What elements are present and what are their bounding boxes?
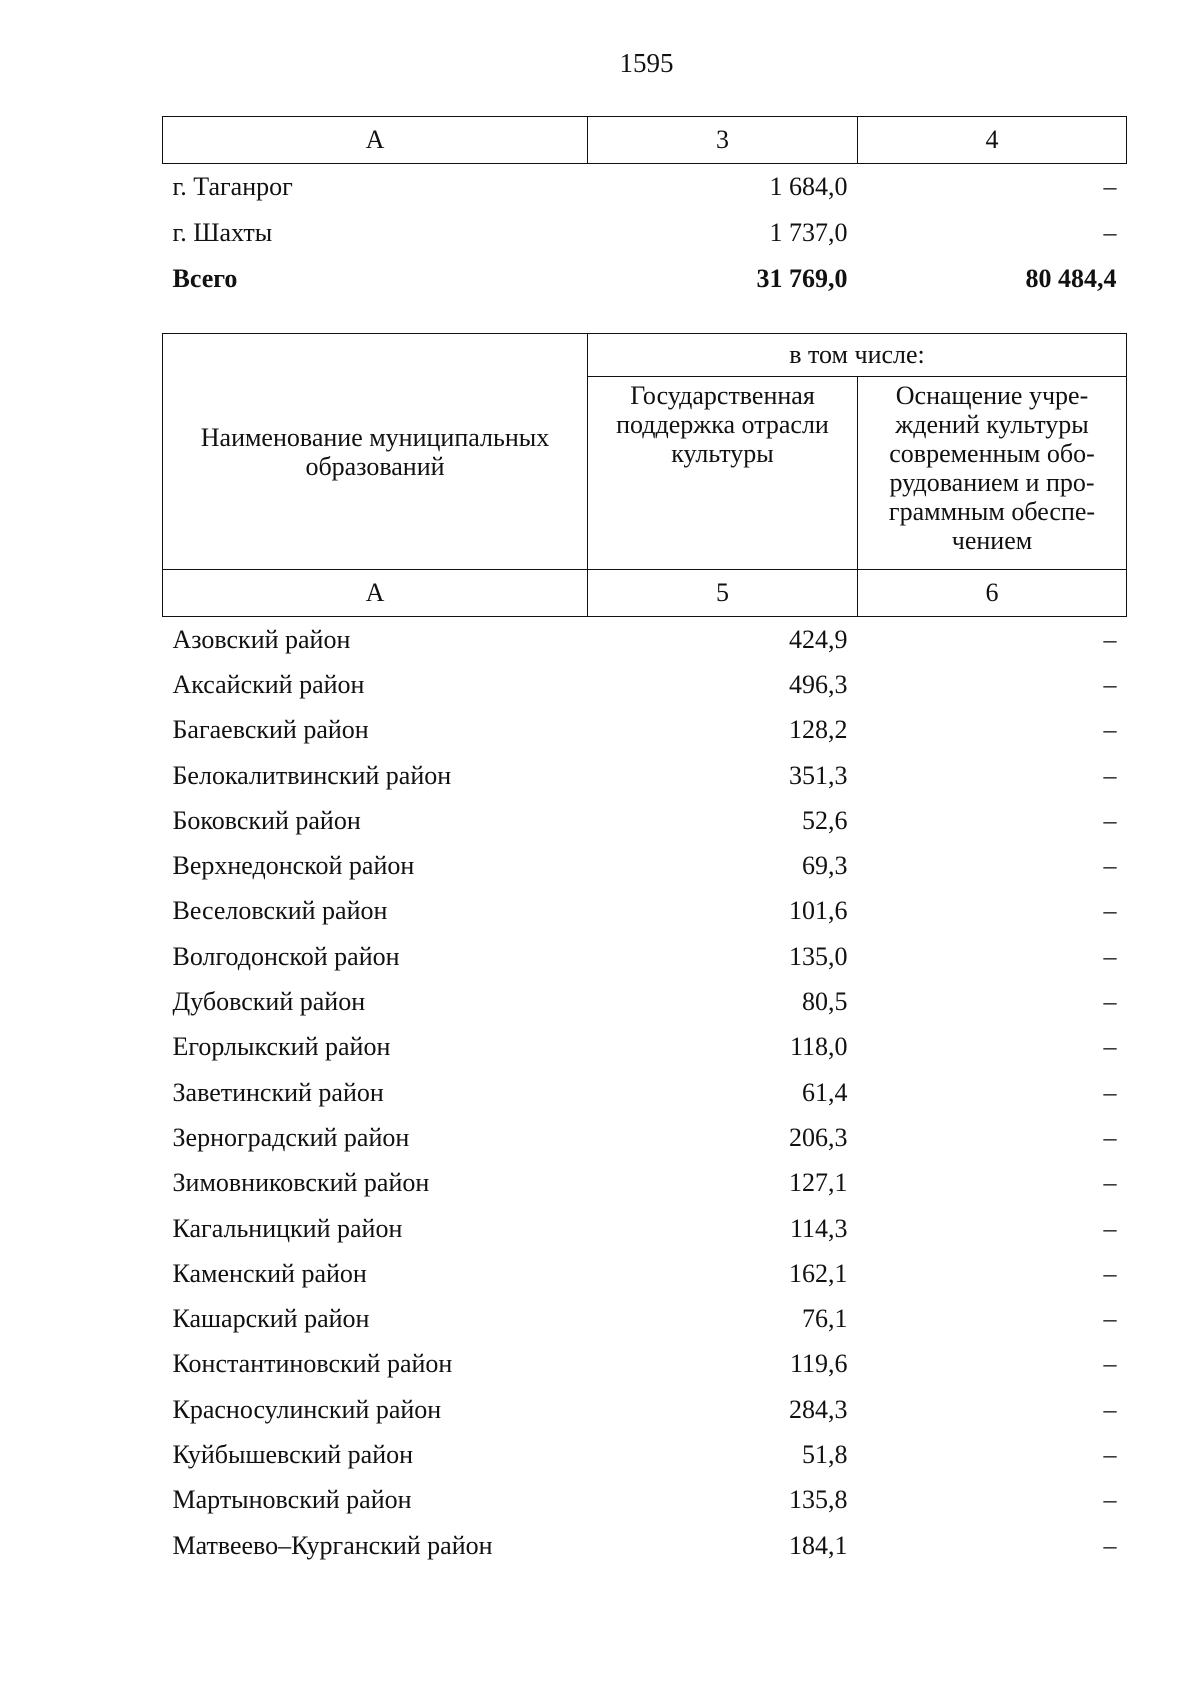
table-row [163, 1025, 1127, 1070]
row-col6: – [1103, 1258, 1117, 1288]
row-col6: – [1103, 941, 1117, 971]
main-table [162, 333, 1127, 1568]
row-col5: 128,2 [789, 715, 848, 745]
row-name: Веселовский район [172, 896, 388, 926]
row-col5: 135,8 [789, 1485, 848, 1515]
header-col6-line: граммным обеспе- [888, 497, 1096, 526]
top-table [162, 116, 1127, 302]
row-col6: – [1103, 1168, 1117, 1198]
row-col6: – [1103, 715, 1117, 745]
row-name: Дубовский район [172, 987, 366, 1017]
header-col6 [858, 377, 1127, 570]
row-col6: – [1103, 1213, 1117, 1243]
table-row [163, 1115, 1127, 1160]
table-row [163, 753, 1127, 798]
header-col5: Государственная поддержка отрасли культуры [588, 377, 858, 570]
row-col5: 80,5 [802, 987, 848, 1017]
row-col5: 76,1 [802, 1304, 848, 1334]
row-col5: 114,3 [789, 1213, 848, 1243]
row-col5: 119,6 [789, 1349, 848, 1379]
row-name: Аксайский район [172, 669, 365, 699]
total-row [163, 256, 1127, 302]
row-col5: 101,6 [789, 896, 848, 926]
row-name: Куйбышевский район [172, 1439, 414, 1469]
table-row [163, 1432, 1127, 1477]
row-col5: 118,0 [789, 1032, 848, 1062]
table-row [163, 617, 1127, 663]
row-name: Азовский район [172, 624, 351, 654]
header-col6-line: ждений культуры [895, 410, 1089, 439]
row-name: Матвеево–Курганский район [172, 1530, 493, 1560]
table-row [163, 662, 1127, 707]
row-col6: – [1103, 624, 1117, 654]
main-table-header-row [163, 334, 1127, 377]
row-name: Волгодонской район [172, 941, 400, 971]
row-name: Зимовниковский район [172, 1168, 430, 1198]
row-col3: 1 737,0 [769, 218, 848, 247]
total-label: Всего [172, 264, 238, 293]
row-col5: 51,8 [802, 1439, 848, 1469]
table-row [163, 889, 1127, 934]
table-row [163, 1206, 1127, 1251]
row-col4: – [1103, 172, 1117, 201]
row-col5: 284,3 [789, 1394, 848, 1424]
total-col4: 80 484,4 [1025, 264, 1117, 293]
row-col5: 52,6 [802, 805, 848, 835]
index-a: А [163, 570, 588, 617]
table-row [163, 979, 1127, 1024]
row-col6: – [1103, 669, 1117, 699]
page-number: 1595 [619, 48, 674, 78]
row-name: Боковский район [172, 805, 361, 835]
top-header-3: 3 [588, 117, 858, 164]
row-name: Мартыновский район [172, 1485, 412, 1515]
table-row [163, 210, 1127, 256]
top-table-header-row [163, 117, 1127, 164]
row-col5: 206,3 [789, 1122, 848, 1152]
row-name: Верхнедонской район [172, 851, 415, 881]
row-col6: – [1103, 1304, 1117, 1334]
row-col5: 69,3 [802, 851, 848, 881]
row-col4: – [1103, 218, 1117, 247]
top-header-4: 4 [858, 117, 1127, 164]
row-col5: 351,3 [789, 760, 848, 790]
row-name: Кашарский район [172, 1304, 370, 1334]
row-name: Белокалитвинский район [172, 760, 452, 790]
row-col6: – [1103, 1122, 1117, 1152]
row-col6: – [1103, 760, 1117, 790]
table-row [163, 1070, 1127, 1115]
row-col5: 135,0 [789, 941, 848, 971]
row-name: Заветинский район [172, 1077, 384, 1107]
row-col5: 496,3 [789, 669, 848, 699]
table-row [163, 708, 1127, 753]
row-col6: – [1103, 851, 1117, 881]
row-name: Зерноградский район [172, 1122, 410, 1152]
header-group-including: в том числе: [588, 334, 1127, 377]
table-row [163, 798, 1127, 843]
table-row [163, 164, 1127, 211]
row-name: Каменский район [172, 1258, 367, 1288]
row-col5: 127,1 [789, 1168, 848, 1198]
main-table-index-row [163, 570, 1127, 617]
row-col6: – [1103, 1530, 1117, 1560]
table-row [163, 1523, 1127, 1568]
header-col6-line: современным обо- [889, 439, 1095, 468]
row-name: Егорлыкский район [172, 1032, 391, 1062]
row-col6: – [1103, 1349, 1117, 1379]
header-col6-line: рудованием и про- [889, 468, 1095, 497]
total-col3: 31 769,0 [756, 264, 848, 293]
row-col6: – [1103, 1077, 1117, 1107]
table-row [163, 1342, 1127, 1387]
row-col6: – [1103, 805, 1117, 835]
row-name: Кагальницкий район [172, 1213, 403, 1243]
row-col6: – [1103, 1032, 1117, 1062]
row-col3: 1 684,0 [769, 172, 848, 201]
row-col6: – [1103, 1394, 1117, 1424]
table-row [163, 843, 1127, 888]
table-row [163, 934, 1127, 979]
header-col6-line: Оснащение учре- [895, 381, 1089, 410]
row-col6: – [1103, 1439, 1117, 1469]
table-row [163, 1296, 1127, 1341]
index-6: 6 [858, 570, 1127, 617]
row-col6: – [1103, 1485, 1117, 1515]
table-row [163, 1478, 1127, 1523]
top-header-a: А [163, 117, 588, 164]
row-col5: 184,1 [789, 1530, 848, 1560]
index-5: 5 [588, 570, 858, 617]
row-col6: – [1103, 987, 1117, 1017]
row-name: Константиновский район [172, 1349, 453, 1379]
row-col5: 162,1 [789, 1258, 848, 1288]
header-col6-line: чением [951, 526, 1033, 555]
row-col6: – [1103, 896, 1117, 926]
table-row [163, 1161, 1127, 1206]
table-row [163, 1387, 1127, 1432]
row-name: Красносулинский район [172, 1394, 442, 1424]
row-col5: 61,4 [802, 1077, 848, 1107]
main-table-body [163, 617, 1127, 1569]
row-name: г. Шахты [172, 218, 273, 247]
row-name: г. Таганрог [172, 172, 293, 201]
header-municipality-name: Наименование муниципальных образований [163, 334, 588, 570]
row-name: Багаевский район [172, 715, 369, 745]
row-col5: 424,9 [789, 624, 848, 654]
table-row [163, 1251, 1127, 1296]
